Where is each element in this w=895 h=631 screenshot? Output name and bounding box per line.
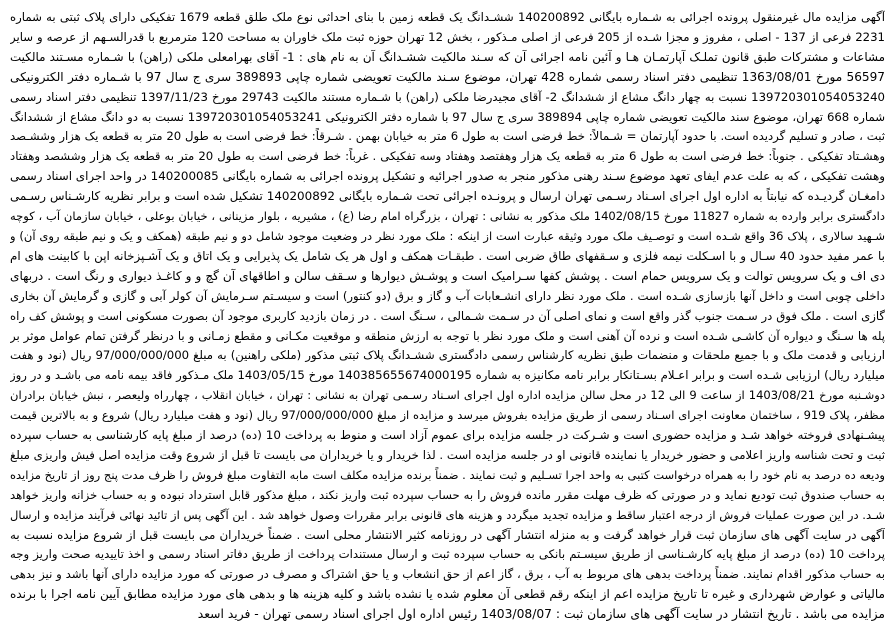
notice-line-3: مشاعات و مشترکات طبق قانون تملـک آپارتمـان هـا و آئین نامه اجرائی آن که سـند مالکیت ششـدانگ آن به نام های : 1- آقای بهرامعلی ملکی (راهن) با شـماره مسـتند مالکیت: [10, 49, 885, 64]
notice-line-21: مظفر، پلاک 919 ، ساختمان معاونت اجرای اسـناد رسمی از طریق مزایده بفروش میرسد و مزایده از مبلغ 97/000/000/000 ریال (نود و هفت میلیارد ریال) شروع و به بالاترین قیمت: [10, 408, 885, 423]
notice-line-23: ثبت و تحت شناسه واریز اعلامی و حضور خریدار یا نماینده قانونی او در جلسه مزایده است . لذا خریدار و یا خریداران می بایست تا قبل از شروع وقت مزایده اصل فیش واریزی مبلغ: [10, 447, 885, 462]
notice-line-13: با عمر مفید حدود 40 سـال و با اسـکلت نیمه فلزی و سـقفهای طاق ضربی است . طبقـات همکف و اول هر یک شامل یک پذیرایی و یک اتاق و یک آشـپزخانه اپن با کابینت های ام: [10, 248, 885, 263]
notice-line-4: 56597 مورخ 1363/08/01 تنظیمی دفتر اسناد رسمی شماره 428 تهران، موضوع سـند مالکیت تعویضی شماره چاپی 389893 سری ج سال 97 با شـماره دفتر الکترونیکی: [10, 69, 885, 84]
notice-line-9: وهشت تفکیکی ، که به علت عدم ایفای تعهد موضوع سـند رهنی مذکور منجر به صدور اجرائیه و تشکیل پرونده اجرائی به شماره بایگانی 140200085 در واحد اجرای اسناد رسمی: [10, 169, 885, 184]
notice-line-14: دی اف و یک سرویس توالت و یک سرویس حمام است . پوشش کفها سـرامیک است و پوشـش دیوارها و سـقف سالن و اطاقهای آن گچ و و کاغـذ دیواری و رنگ است . دربهای: [10, 268, 885, 283]
notice-line-18: ارزیابی و قدمت ملک و با جمیع ملحقات و منضمات طبق نظریه کارشناس رسمی دادگستری ششـدانگ پلاک ثبتی مذکور (ملکی راهنین) به مبلغ 97/000/000/000 ریال (نود و هفت: [10, 348, 885, 363]
notice-line-19: میلیارد ریال) ارزیابی شـده است و برابر اعـلام بسـتانکار برابر نامه مکانیزه به شماره 140385655674000195 مورخ 1403/05/15 ملک مـذکور فاقد بیمه نامه می باشـد و در روز: [10, 368, 885, 383]
notice-line-12: شـهید سالاری ، پلاک 36 واقع شـده است و توصـیف ملک مورد وثیقه عبارت است از اینکه : ملک مورد نظر در وضعیت موجود شامل دو و نیم طبقه (همکف و یک و نیم طبقه روی آن) و: [10, 228, 885, 243]
notice-line-22: پیشـنهادی فروخته خواهد شـد و مزایده حضوری است و شـرکت در جلسه مزایده برای عموم آزاد است و منوط به پرداخت 10 (ده) درصد از مبلغ پایه کارشناسی به حساب سپرده: [10, 428, 885, 443]
notice-line-29: به حساب مذکور اقدام نمایند. ضمناً پرداخت بدهی های مربوط به آب ، برق ، گاز اعم از حق انشعاب و یا حق اشتراک و مصرف در صورتی که مورد مزایده دارای آنها باشد و نیز بدهی: [10, 567, 885, 582]
notice-line-17: پله ها سـنگ و دیواره آن کاشـی شـده است و نرده آن آهنی است و ملک مورد نظر با توجه به ارزش منطقه و موقعیت مکـانی و مقطع زمـانی و با درنظر گرفتن تمام عوامل موثر بر: [10, 328, 885, 343]
notice-line-11: دادگستری برابر وارده به شماره 11827 مورخ 1402/08/15 ملک مذکور به نشانی : تهران ، بزرگراه امام رضا (ع) ، مشیریه ، بلوار مزینانی ، خیابان بوعلی ، خیابان سازمان آب ، کوچه: [10, 209, 885, 224]
notice-line-10: دامغـان گردیـده که نیابتاً به اداره اول اجرای اسـناد رسـمی تهران ارسال و پرونـده اجرائی تحت شـماره بایگانی 140200892 تشکیل شده است و برابر نظریه کارشـناس رسـمی: [10, 189, 885, 204]
notice-line-2: 2231 فرعی از 137 - اصلی ، مفروز و مجزا شـده از 205 فرعی از اصلی مـذکور ، بخش 12 تهران حوزه ثبت ملک خاوران به مساحت 120 مترمربع با قدرالسـهم از عرصه و سایر: [10, 29, 885, 44]
notice-line-5: 139720301054053240 نسبت به چهار دانگ مشاع از ششدانگ 2- آقای مجیدرضا ملکی (راهن) با شـماره مستند مالکیت 29743 مورخ 1397/11/23 تنظیمی دفتر اسناد رسمی: [10, 89, 885, 104]
notice-line-30: مالیاتی و عوارض شهرداری و غیره تا تاریخ مزایده اعم از اینکه رقم قطعی آن معلوم شده یا نشده باشد و کلیه هزینه ها و بدهی های مورد مزایده مطابق آیین نامه اجرا با برنده: [10, 587, 885, 602]
notice-line-7: ثبت ، صادر و تسلیم گردیده است. با حدود آپارتمان = شـمالاً: خط فرضی است به طول 6 متر به خیابان بهمن . شـرقاً: خط فرضی است به طول 20 متر به قطعه یک هزار وششـصد: [10, 129, 885, 144]
notice-line-16: گازی است . ملک فوق در سـمت جنوب گذر واقع است و نمای اصلی آن در سـمت شـمالی ، سـنگ است . در زمان بازدید کاربری موجود آن بصورت مسکونی است و پوشش کف راه: [10, 308, 885, 323]
notice-line-27: آگهی در سایت آگهی های سازمان ثبت قرار خواهد گرفت و به منزله انتشار آگهی در روزنامه کثیر الانتشار محلی است . ضمناً خریداران می بایست قبل از شروع مزایده نسبت به: [10, 527, 885, 542]
notice-line-25: به حساب صندوق ثبت تودیع نماید و در صورتی که ظرف مهلت مقرر مانده فروش را به حساب سپرده ثبت واریز نکند ، مبلغ مذکور قابل استرداد نبوده و به حساب خزانه واریز خواهد: [10, 487, 885, 502]
notice-line-28: پرداخت 10 (ده) درصد از مبلغ پایه کارشـناسی از طریق سیسـتم بانکی به حساب سپرده ثبت و ارسال مستندات پرداخت از طریق دفاتر اسناد رسمی و اخذ تاییدیه صحت واریز وجه: [10, 547, 885, 562]
notice-line-15: داخلی چوبی است و داخل آنها بازسازی شـده است . ملک مورد نظر دارای انشـعابات آب و گاز و برق (دو کنتور) است و سیسـتم سـرمایش آن کولر آبی و گازی و گرمایش آن بخاری: [10, 288, 885, 303]
notice-line-26: شـد. در این صورت عملیات فروش از درجه اعتبار ساقط و مزایده تجدید میگردد و هزینه های قانونی برابر مقررات وصول خواهد شد . این آگهی پس از تائید نهائی فرآیند مزایده و ارسال: [10, 507, 885, 522]
notice-line-20: دوشـنبه مورخ 1403/08/21 از ساعت 9 الی 12 در محل سالن مزایده اداره اول اجرای اسـناد رسـمی تهران به نشانی : تهران ، خیابان انقلاب ، چهارراه ولیعصر ، نبش خیابان برادران: [10, 388, 885, 403]
notice-line-24: ودیعه ده درصد به نام خود را به همراه درخواست کتبی به واحد اجرا تسـلیم و ثبت نمایند . ضمناً برنده مزایده مکلف است مابه التفاوت مبلغ فروش را ظرف مدت پنج روز از تاریخ مزایده: [10, 467, 885, 482]
notice-line-31: مزایده می باشد . تاریخ انتشار در سایت آگهی های سازمان ثبت : 1403/08/07 رئیس اداره اول اجرای اسناد رسمی تهران - فرید اسعد: [197, 607, 885, 622]
notice-line-8: وهشـتاد تفکیکی . جنوباً: خط فرضی است به طول 6 متر به قطعه یک هزار وهفتصد وهفتاد وسه تفکیکی . غرباً: خط فرضی است به طول 20 متر به قطعه یک هزار وششصد وهفتاد: [10, 149, 885, 164]
notice-line-1: آگهی مزایده مال غیرمنقول پرونده اجرائی به شـماره بایگانی 140200892 ششـدانگ یک قطعه زمین با بنای احداثی نوع ملک طلق قطعه 1679 تفکیکی دارای پلاک ثبتی به شماره: [10, 10, 885, 24]
notice-line-6: شماره 668 تهران، موضوع سند مالکیت تعویضی شماره چاپی 389894 سری ج سال 97 با شماره دفتر الکترونیکی 139720301054053241 نسبت به دو دانگ مشاع از ششدانگ: [10, 109, 885, 124]
